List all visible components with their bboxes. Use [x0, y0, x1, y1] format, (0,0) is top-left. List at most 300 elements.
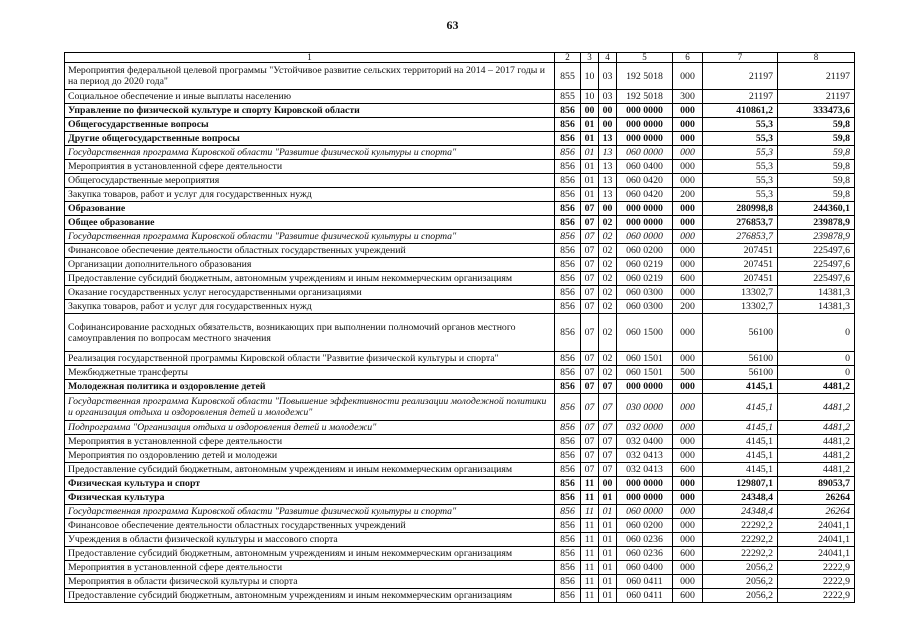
target-article-cell: 032 0413 — [617, 463, 673, 477]
amount-year2-cell: 24041,1 — [778, 533, 855, 547]
item-name-cell: Оказание государственных услуг негосударственными организациями — [65, 286, 555, 300]
ministry-code-cell: 856 — [555, 216, 581, 230]
expense-type-cell: 200 — [673, 300, 703, 314]
amount-year1-cell: 55,3 — [703, 132, 778, 146]
amount-year2-cell: 239878,9 — [778, 216, 855, 230]
header-cell: 8 — [778, 53, 855, 63]
target-article-cell: 060 0219 — [617, 272, 673, 286]
ministry-code-cell: 856 — [555, 244, 581, 258]
subsection-code-cell: 02 — [599, 244, 617, 258]
section-code-cell: 01 — [581, 188, 599, 202]
table-row — [65, 286, 855, 300]
section-code-cell: 11 — [581, 477, 599, 491]
table-row — [65, 352, 855, 366]
target-article-cell: 060 1501 — [617, 366, 673, 380]
table-row — [65, 366, 855, 380]
amount-year1-cell: 4145,1 — [703, 380, 778, 394]
amount-year2-cell: 26264 — [778, 505, 855, 519]
target-article-cell: 060 0236 — [617, 533, 673, 547]
amount-year2-cell: 0 — [778, 366, 855, 380]
item-name-cell: Закупка товаров, работ и услуг для государственных нужд — [65, 188, 555, 202]
header-cell: 5 — [617, 53, 673, 63]
item-name-cell: Финансовое обеспечение деятельности областных государственных учреждений — [65, 244, 555, 258]
target-article-cell: 000 0000 — [617, 491, 673, 505]
ministry-code-cell: 856 — [555, 477, 581, 491]
section-code-cell: 07 — [581, 216, 599, 230]
ministry-code-cell: 855 — [555, 90, 581, 104]
subsection-code-cell: 02 — [599, 216, 617, 230]
table-row — [65, 380, 855, 394]
target-article-cell: 000 0000 — [617, 104, 673, 118]
budget-table — [64, 52, 855, 603]
ministry-code-cell: 856 — [555, 561, 581, 575]
amount-year2-cell: 225497,6 — [778, 272, 855, 286]
amount-year2-cell: 4481,2 — [778, 449, 855, 463]
item-name-cell: Организации дополнительного образования — [65, 258, 555, 272]
amount-year2-cell: 244360,1 — [778, 202, 855, 216]
header-cell: 7 — [703, 53, 778, 63]
section-code-cell: 07 — [581, 202, 599, 216]
ministry-code-cell: 856 — [555, 435, 581, 449]
table-row — [65, 435, 855, 449]
item-name-cell: Социальное обеспечение и иные выплаты населению — [65, 90, 555, 104]
table-row — [65, 202, 855, 216]
ministry-code-cell: 856 — [555, 160, 581, 174]
expense-type-cell: 000 — [673, 118, 703, 132]
subsection-code-cell: 07 — [599, 463, 617, 477]
table-row — [65, 146, 855, 160]
amount-year1-cell: 4145,1 — [703, 435, 778, 449]
amount-year2-cell: 2222,9 — [778, 575, 855, 589]
subsection-code-cell: 07 — [599, 421, 617, 435]
item-name-cell: Государственная программа Кировской области "Повышение эффективности реализации молодежной политики и организация отдыха и оздоровления детей и молодежи" — [65, 394, 555, 421]
subsection-code-cell: 00 — [599, 477, 617, 491]
amount-year1-cell: 56100 — [703, 314, 778, 352]
target-article-cell: 060 0411 — [617, 575, 673, 589]
expense-type-cell: 600 — [673, 272, 703, 286]
section-code-cell: 07 — [581, 314, 599, 352]
expense-type-cell: 000 — [673, 505, 703, 519]
expense-type-cell: 300 — [673, 90, 703, 104]
ministry-code-cell: 856 — [555, 421, 581, 435]
section-code-cell: 07 — [581, 286, 599, 300]
item-name-cell: Управление по физической культуре и спорту Кировской области — [65, 104, 555, 118]
amount-year2-cell: 14381,3 — [778, 286, 855, 300]
item-name-cell: Предоставление субсидий бюджетным, автономным учреждениям и иным некоммерческим организациям — [65, 547, 555, 561]
section-code-cell: 11 — [581, 491, 599, 505]
amount-year1-cell: 207451 — [703, 272, 778, 286]
expense-type-cell: 000 — [673, 533, 703, 547]
section-code-cell: 07 — [581, 230, 599, 244]
expense-type-cell: 000 — [673, 421, 703, 435]
target-article-cell: 000 0000 — [617, 380, 673, 394]
target-article-cell: 060 0400 — [617, 561, 673, 575]
subsection-code-cell: 00 — [599, 118, 617, 132]
ministry-code-cell: 856 — [555, 300, 581, 314]
table-row — [65, 421, 855, 435]
target-article-cell: 000 0000 — [617, 132, 673, 146]
amount-year1-cell: 4145,1 — [703, 421, 778, 435]
table-body — [65, 53, 855, 603]
section-code-cell: 07 — [581, 352, 599, 366]
amount-year1-cell: 22292,2 — [703, 547, 778, 561]
expense-type-cell: 600 — [673, 463, 703, 477]
amount-year1-cell: 22292,2 — [703, 519, 778, 533]
table-row — [65, 533, 855, 547]
amount-year1-cell: 2056,2 — [703, 575, 778, 589]
table-row — [65, 547, 855, 561]
amount-year1-cell: 55,3 — [703, 118, 778, 132]
ministry-code-cell: 856 — [555, 519, 581, 533]
amount-year1-cell: 21197 — [703, 63, 778, 90]
ministry-code-cell: 856 — [555, 258, 581, 272]
expense-type-cell: 000 — [673, 132, 703, 146]
subsection-code-cell: 02 — [599, 272, 617, 286]
section-code-cell: 11 — [581, 561, 599, 575]
target-article-cell: 030 0000 — [617, 394, 673, 421]
amount-year1-cell: 24348,4 — [703, 491, 778, 505]
amount-year1-cell: 129807,1 — [703, 477, 778, 491]
expense-type-cell: 000 — [673, 435, 703, 449]
expense-type-cell: 000 — [673, 202, 703, 216]
subsection-code-cell: 01 — [599, 547, 617, 561]
table-row — [65, 160, 855, 174]
item-name-cell: Учреждения в области физической культуры и массового спорта — [65, 533, 555, 547]
expense-type-cell: 000 — [673, 449, 703, 463]
ministry-code-cell: 856 — [555, 174, 581, 188]
target-article-cell: 060 0000 — [617, 505, 673, 519]
amount-year2-cell: 225497,6 — [778, 244, 855, 258]
amount-year2-cell: 24041,1 — [778, 519, 855, 533]
subsection-code-cell: 07 — [599, 435, 617, 449]
amount-year2-cell: 21197 — [778, 63, 855, 90]
subsection-code-cell: 07 — [599, 449, 617, 463]
amount-year2-cell: 2222,9 — [778, 561, 855, 575]
target-article-cell: 060 0200 — [617, 244, 673, 258]
ministry-code-cell: 856 — [555, 272, 581, 286]
ministry-code-cell: 856 — [555, 146, 581, 160]
item-name-cell: Общегосударственные мероприятия — [65, 174, 555, 188]
amount-year2-cell: 0 — [778, 314, 855, 352]
section-code-cell: 11 — [581, 575, 599, 589]
subsection-code-cell: 07 — [599, 380, 617, 394]
subsection-code-cell: 07 — [599, 394, 617, 421]
ministry-code-cell: 856 — [555, 547, 581, 561]
subsection-code-cell: 02 — [599, 258, 617, 272]
amount-year2-cell: 4481,2 — [778, 463, 855, 477]
table-row — [65, 63, 855, 90]
target-article-cell: 192 5018 — [617, 90, 673, 104]
subsection-code-cell: 02 — [599, 300, 617, 314]
ministry-code-cell: 856 — [555, 380, 581, 394]
section-code-cell: 01 — [581, 174, 599, 188]
subsection-code-cell: 01 — [599, 561, 617, 575]
expense-type-cell: 600 — [673, 547, 703, 561]
amount-year1-cell: 55,3 — [703, 160, 778, 174]
amount-year2-cell: 4481,2 — [778, 421, 855, 435]
amount-year1-cell: 22292,2 — [703, 533, 778, 547]
ministry-code-cell: 856 — [555, 394, 581, 421]
header-cell: 4 — [599, 53, 617, 63]
subsection-code-cell: 01 — [599, 505, 617, 519]
amount-year1-cell: 55,3 — [703, 188, 778, 202]
amount-year1-cell: 280998,8 — [703, 202, 778, 216]
amount-year1-cell: 56100 — [703, 352, 778, 366]
ministry-code-cell: 856 — [555, 132, 581, 146]
target-article-cell: 060 0000 — [617, 146, 673, 160]
ministry-code-cell: 856 — [555, 118, 581, 132]
amount-year1-cell: 276853,7 — [703, 230, 778, 244]
section-code-cell: 11 — [581, 519, 599, 533]
item-name-cell: Мероприятия в установленной сфере деятельности — [65, 160, 555, 174]
amount-year2-cell: 4481,2 — [778, 380, 855, 394]
expense-type-cell: 000 — [673, 561, 703, 575]
subsection-code-cell: 13 — [599, 132, 617, 146]
amount-year2-cell: 59,8 — [778, 132, 855, 146]
item-name-cell: Мероприятия федеральной целевой программы "Устойчивое развитие сельских территорий на 2014 – 2017 годы и на период до 2020 года" — [65, 63, 555, 90]
target-article-cell: 060 0000 — [617, 230, 673, 244]
table-row — [65, 174, 855, 188]
target-article-cell: 000 0000 — [617, 477, 673, 491]
amount-year1-cell: 4145,1 — [703, 394, 778, 421]
table-row — [65, 491, 855, 505]
expense-type-cell: 000 — [673, 477, 703, 491]
amount-year1-cell: 13302,7 — [703, 286, 778, 300]
table-row — [65, 132, 855, 146]
table-row — [65, 188, 855, 202]
subsection-code-cell: 03 — [599, 90, 617, 104]
section-code-cell: 01 — [581, 146, 599, 160]
expense-type-cell: 600 — [673, 589, 703, 603]
subsection-code-cell: 02 — [599, 230, 617, 244]
header-row — [65, 53, 855, 63]
expense-type-cell: 000 — [673, 380, 703, 394]
section-code-cell: 07 — [581, 435, 599, 449]
table-row — [65, 104, 855, 118]
ministry-code-cell: 856 — [555, 449, 581, 463]
amount-year1-cell: 13302,7 — [703, 300, 778, 314]
section-code-cell: 00 — [581, 104, 599, 118]
ministry-code-cell: 856 — [555, 575, 581, 589]
target-article-cell: 192 5018 — [617, 63, 673, 90]
header-cell: 6 — [673, 53, 703, 63]
target-article-cell: 060 0300 — [617, 300, 673, 314]
item-name-cell: Государственная программа Кировской области "Развитие физической культуры и спорта" — [65, 146, 555, 160]
section-code-cell: 07 — [581, 394, 599, 421]
amount-year2-cell: 4481,2 — [778, 394, 855, 421]
target-article-cell: 032 0000 — [617, 421, 673, 435]
target-article-cell: 060 0420 — [617, 188, 673, 202]
target-article-cell: 060 1501 — [617, 352, 673, 366]
target-article-cell: 060 0411 — [617, 589, 673, 603]
expense-type-cell: 200 — [673, 188, 703, 202]
item-name-cell: Другие общегосударственные вопросы — [65, 132, 555, 146]
expense-type-cell: 000 — [673, 244, 703, 258]
item-name-cell: Мероприятия по оздоровлению детей и молодежи — [65, 449, 555, 463]
amount-year2-cell: 26264 — [778, 491, 855, 505]
section-code-cell: 07 — [581, 366, 599, 380]
subsection-code-cell: 13 — [599, 160, 617, 174]
section-code-cell: 11 — [581, 547, 599, 561]
item-name-cell: Образование — [65, 202, 555, 216]
table-row — [65, 244, 855, 258]
table-row — [65, 314, 855, 352]
table-row — [65, 519, 855, 533]
amount-year1-cell: 2056,2 — [703, 561, 778, 575]
subsection-code-cell: 01 — [599, 519, 617, 533]
ministry-code-cell: 856 — [555, 188, 581, 202]
section-code-cell: 01 — [581, 132, 599, 146]
table-row — [65, 449, 855, 463]
expense-type-cell: 000 — [673, 286, 703, 300]
amount-year1-cell: 4145,1 — [703, 463, 778, 477]
ministry-code-cell: 856 — [555, 230, 581, 244]
amount-year2-cell: 59,8 — [778, 118, 855, 132]
table-row — [65, 394, 855, 421]
item-name-cell: Предоставление субсидий бюджетным, автономным учреждениям и иным некоммерческим организациям — [65, 589, 555, 603]
target-article-cell: 060 0236 — [617, 547, 673, 561]
item-name-cell: Софинансирование расходных обязательств, возникающих при выполнении полномочий органов местного самоуправления по вопросам местного значения — [65, 314, 555, 352]
section-code-cell: 01 — [581, 160, 599, 174]
item-name-cell: Физическая культура — [65, 491, 555, 505]
section-code-cell: 07 — [581, 421, 599, 435]
target-article-cell: 060 0420 — [617, 174, 673, 188]
expense-type-cell: 000 — [673, 352, 703, 366]
subsection-code-cell: 00 — [599, 202, 617, 216]
item-name-cell: Общее образование — [65, 216, 555, 230]
subsection-code-cell: 13 — [599, 188, 617, 202]
item-name-cell: Реализация государственной программы Кировской области "Развитие физической культуры и спорта" — [65, 352, 555, 366]
table-row — [65, 300, 855, 314]
expense-type-cell: 000 — [673, 491, 703, 505]
amount-year2-cell: 0 — [778, 352, 855, 366]
subsection-code-cell: 02 — [599, 366, 617, 380]
expense-type-cell: 000 — [673, 63, 703, 90]
table-row — [65, 561, 855, 575]
subsection-code-cell: 01 — [599, 533, 617, 547]
subsection-code-cell: 13 — [599, 174, 617, 188]
subsection-code-cell: 01 — [599, 491, 617, 505]
section-code-cell: 11 — [581, 589, 599, 603]
subsection-code-cell: 01 — [599, 589, 617, 603]
ministry-code-cell: 856 — [555, 352, 581, 366]
item-name-cell: Закупка товаров, работ и услуг для государственных нужд — [65, 300, 555, 314]
amount-year2-cell: 333473,6 — [778, 104, 855, 118]
item-name-cell: Мероприятия в области физической культуры и спорта — [65, 575, 555, 589]
target-article-cell: 032 0413 — [617, 449, 673, 463]
item-name-cell: Межбюджетные трансферты — [65, 366, 555, 380]
ministry-code-cell: 855 — [555, 63, 581, 90]
section-code-cell: 07 — [581, 244, 599, 258]
expense-type-cell: 000 — [673, 216, 703, 230]
ministry-code-cell: 856 — [555, 533, 581, 547]
section-code-cell: 01 — [581, 118, 599, 132]
table-row — [65, 272, 855, 286]
expense-type-cell: 000 — [673, 146, 703, 160]
amount-year2-cell: 2222,9 — [778, 589, 855, 603]
expense-type-cell: 000 — [673, 394, 703, 421]
amount-year2-cell: 4481,2 — [778, 435, 855, 449]
amount-year1-cell: 56100 — [703, 366, 778, 380]
table-row — [65, 230, 855, 244]
target-article-cell: 060 0300 — [617, 286, 673, 300]
item-name-cell: Физическая культура и спорт — [65, 477, 555, 491]
table-row — [65, 258, 855, 272]
amount-year1-cell: 55,3 — [703, 174, 778, 188]
item-name-cell: Общегосударственные вопросы — [65, 118, 555, 132]
amount-year1-cell: 4145,1 — [703, 449, 778, 463]
section-code-cell: 07 — [581, 272, 599, 286]
subsection-code-cell: 00 — [599, 104, 617, 118]
table-row — [65, 463, 855, 477]
item-name-cell: Подпрограмма "Организация отдыха и оздоровления детей и молодежи" — [65, 421, 555, 435]
section-code-cell: 11 — [581, 533, 599, 547]
ministry-code-cell: 856 — [555, 463, 581, 477]
amount-year2-cell: 59,8 — [778, 174, 855, 188]
ministry-code-cell: 856 — [555, 505, 581, 519]
subsection-code-cell: 02 — [599, 352, 617, 366]
subsection-code-cell: 01 — [599, 575, 617, 589]
amount-year1-cell: 24348,4 — [703, 505, 778, 519]
amount-year1-cell: 55,3 — [703, 146, 778, 160]
expense-type-cell: 000 — [673, 314, 703, 352]
section-code-cell: 07 — [581, 380, 599, 394]
target-article-cell: 060 0219 — [617, 258, 673, 272]
amount-year1-cell: 2056,2 — [703, 589, 778, 603]
target-article-cell: 000 0000 — [617, 216, 673, 230]
ministry-code-cell: 856 — [555, 286, 581, 300]
amount-year1-cell: 207451 — [703, 244, 778, 258]
section-code-cell: 10 — [581, 63, 599, 90]
item-name-cell: Государственная программа Кировской области "Развитие физической культуры и спорта" — [65, 505, 555, 519]
amount-year2-cell: 59,8 — [778, 188, 855, 202]
target-article-cell: 060 0200 — [617, 519, 673, 533]
section-code-cell: 07 — [581, 463, 599, 477]
item-name-cell: Предоставление субсидий бюджетным, автономным учреждениям и иным некоммерческим организациям — [65, 463, 555, 477]
expense-type-cell: 000 — [673, 519, 703, 533]
target-article-cell: 032 0400 — [617, 435, 673, 449]
amount-year2-cell: 89053,7 — [778, 477, 855, 491]
target-article-cell: 060 0400 — [617, 160, 673, 174]
amount-year2-cell: 225497,6 — [778, 258, 855, 272]
expense-type-cell: 500 — [673, 366, 703, 380]
header-cell: 3 — [581, 53, 599, 63]
table-row — [65, 589, 855, 603]
ministry-code-cell: 856 — [555, 314, 581, 352]
amount-year1-cell: 21197 — [703, 90, 778, 104]
target-article-cell: 000 0000 — [617, 118, 673, 132]
ministry-code-cell: 856 — [555, 104, 581, 118]
section-code-cell: 07 — [581, 258, 599, 272]
section-code-cell: 07 — [581, 300, 599, 314]
item-name-cell: Финансовое обеспечение деятельности областных государственных учреждений — [65, 519, 555, 533]
page-number: 63 — [446, 18, 459, 32]
target-article-cell: 000 0000 — [617, 202, 673, 216]
section-code-cell: 07 — [581, 449, 599, 463]
ministry-code-cell: 856 — [555, 589, 581, 603]
expense-type-cell: 000 — [673, 160, 703, 174]
amount-year2-cell: 14381,3 — [778, 300, 855, 314]
table-row — [65, 216, 855, 230]
amount-year2-cell: 21197 — [778, 90, 855, 104]
amount-year1-cell: 276853,7 — [703, 216, 778, 230]
expense-type-cell: 000 — [673, 258, 703, 272]
table-row — [65, 477, 855, 491]
target-article-cell: 060 1500 — [617, 314, 673, 352]
amount-year2-cell: 59,8 — [778, 160, 855, 174]
amount-year1-cell: 410861,2 — [703, 104, 778, 118]
section-code-cell: 11 — [581, 505, 599, 519]
